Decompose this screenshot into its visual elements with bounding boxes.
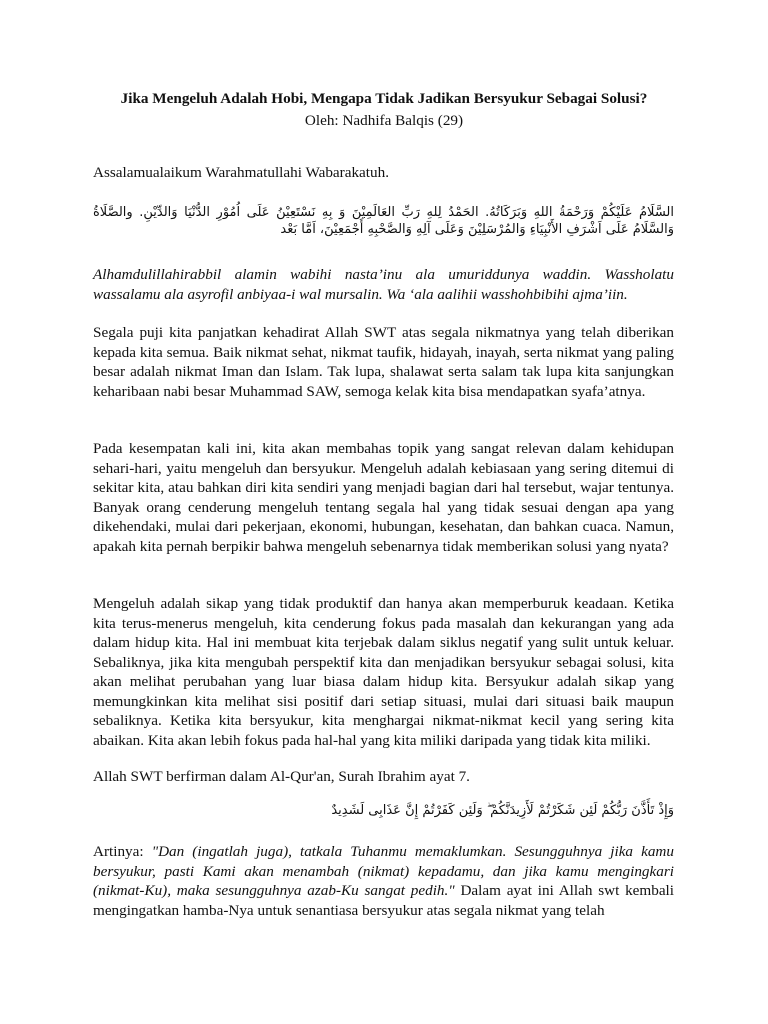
- author-line: Oleh: Nadhifa Balqis (29): [304, 112, 464, 129]
- paragraph-translation: [93, 842, 674, 920]
- translation-continuation: Dalam ayat ini Allah swt kembali mengingatkan hamba-Nya untuk senantiasa bersyukur atas segala nikmat yang telah: [93, 882, 674, 919]
- document-title: Jika Mengeluh Adalah Hobi, Mengapa Tidak Jadikan Bersyukur Sebagai Solusi?: [120, 90, 648, 107]
- transliteration: Alhamdulillahirabbil alamin wabihi nasta’inu ala umuriddunya waddin. Wassholatu wassalamu ala asyrofil anbiyaa-i wal mursalin. Wa ‘ala aalihii wasshohbibihi ajma’iin.: [93, 266, 674, 303]
- translation-label: Artinya:: [93, 843, 144, 860]
- paragraph-topic: Pada kesempatan kali ini, kita akan membahas topik yang sangat relevan dalam kehidupan sehari-hari, yaitu mengeluh dan bersyukur. Mengeluh adalah kebiasaan yang sering ditemui di sekitar kita, atau bahkan diri kita sendiri yang menjadi bagian dari hal tersebut, wajar tentunya. Banyak orang cenderung mengeluh tentang segala hal yang tidak sesuai dengan apa yang dikehendaki, mulai dari pekerjaan, ekonomi, hubungan, kesehatan, dan bahkan cuaca. Namun, apakah kita pernah berpikir bahwa mengeluh sebenarnya tidak memberikan solusi yang nyata?: [93, 440, 674, 555]
- greeting: Assalamualaikum Warahmatullahi Wabarakatuh.: [93, 164, 390, 181]
- arabic-opening: السَّلَامُ عَلَيْكُمْ وَرَحْمَةُ اللهِ وَبَرَكَاتُهُ. الحَمْدُ لِلهِ رَبِّ العَالَمِيْنَ وَ بِهِ نَسْتَعِيْنُ عَلَى اُمُوْرِ الدُّنْيَا وَالدِّيْنِ. والصَّلَاةُ وَالسَّلَامُ عَلَى اَشْرَفِ الأَنْبِيَاءِ وَالمُرْسَلِيْنَ وَعَلَى آلِهِ وَالصَّحْبِهِ أَجْمَعِيْنَ، اَمَّا بَعْد: [93, 205, 674, 237]
- paragraph-complaining: Mengeluh adalah sikap yang tidak produktif dan hanya akan memperburuk keadaan. Ketika kita terus-menerus mengeluh, kita cenderung fokus pada masalah dan kekurangan yang ada dalam hidup kita. Hal ini membuat kita terjebak dalam siklus negatif yang sulit untuk keluar. Sebaliknya, jika kita mengubah perspektif kita dan menjadikan bersyukur sebagai solusi, kita akan melihat perubahan yang luar biasa dalam hidup kita. Bersyukur adalah sikap yang memungkinkan kita melihat sisi positif dari setiap situasi, mulai dari situasi baik maupun sebaliknya. Ketika kita bersyukur, kita menghargai nikmat-nikmat kecil yang sering kita abaikan. Kita akan lebih fokus pada hal-hal yang kita miliki daripada yang tidak kita miliki.: [93, 595, 674, 749]
- translation-quote: "Dan (ingatlah juga), tatkala Tuhanmu memaklumkan. Sesungguhnya jika kamu bersyukur, pasti Kami akan menambah (nikmat) kepadamu, dan jika kamu mengingkari (nikmat-Ku), maka sesungguhnya azab-Ku sangat pedih.": [93, 843, 674, 899]
- paragraph-quran-intro: Allah SWT berfirman dalam Al-Qur'an, Surah Ibrahim ayat 7.: [93, 768, 470, 785]
- arabic-verse: وَإِذْ تَأَذَّنَ رَبُّكُمْ لَئِن شَكَرْتُمْ لَأَزِيدَنَّكُمْ ۖ وَلَئِن كَفَرْتُمْ إِنَّ عَذَابِى لَشَدِيدٌ: [331, 803, 674, 818]
- paragraph-praise: Segala puji kita panjatkan kehadirat Allah SWT atas segala nikmatnya yang telah diberikan kepada kita semua. Baik nikmat sehat, nikmat taufik, hidayah, inayah, serta nikmat yang paling besar adalah nikmat Iman dan Islam. Tak lupa, shalawat serta salam tak lupa kita sanjungkan keharibaan nabi besar Muhammad SAW, semoga kelak kita bisa mendapatkan syafa’atnya.: [93, 324, 674, 400]
